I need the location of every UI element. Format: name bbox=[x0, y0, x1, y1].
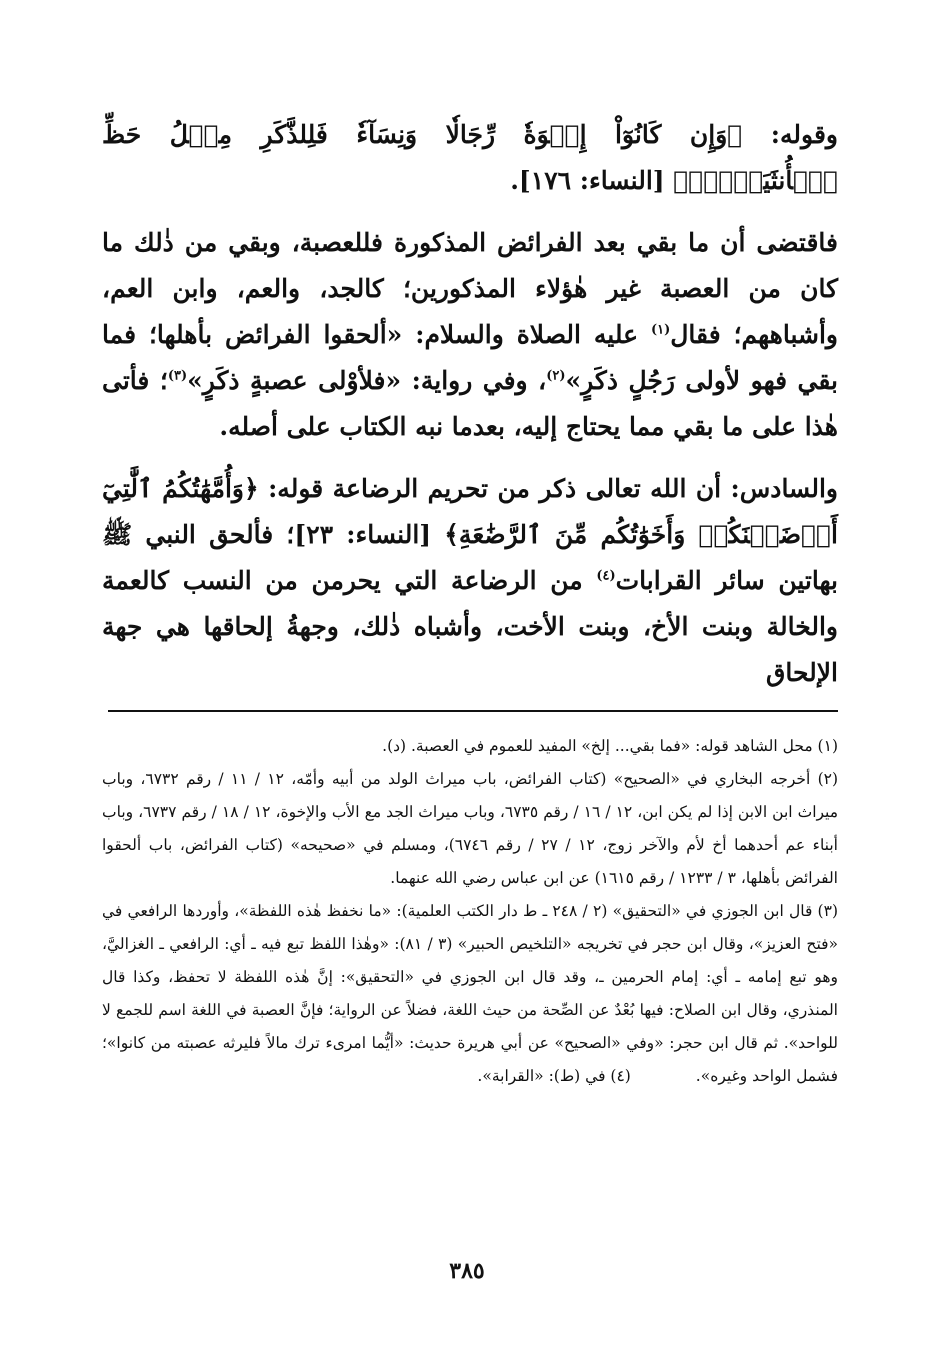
paragraph-text: عليه الصلاة والسلام: «ألحقوا الفرائض بأهلها؛ فما بقي فهو لأولى رَجُلٍ ذكَرٍ» bbox=[102, 320, 838, 395]
paragraph-inheritance bbox=[102, 220, 838, 450]
footnote-divider bbox=[108, 710, 838, 712]
footnote-text: (١) محل الشاهد قوله: «فما بقي... إلخ» المفيد للعموم في العصبة. (د). bbox=[382, 737, 838, 755]
paragraph-text: وقوله: ﴿وَإِن كَانُوٓاْ إِخۡوَةٗ رِّجَالٗا وَنِسَآءٗ فَلِلذَّكَرِ مِثۡلُ حَظِّ ٱلۡأُنثَيَيۡنِۗ﴾ [النساء: ١٧٦]. bbox=[102, 120, 838, 195]
footnote-1 bbox=[102, 730, 838, 763]
footnote-2 bbox=[102, 763, 838, 895]
paragraph-text: والسادس: أن الله تعالى ذكر من تحريم الرضاعة قوله: ﴿وَأُمَّهَٰتُكُمُ ٱلَّٰتِيٓ أَرۡضَعۡنَكُمۡ وَأَخَوَٰتُكُم مِّنَ ٱلرَّضَٰعَةِ﴾ [النساء: ٢٣]؛ فألحق النبي ﷺ بهاتين سائر القرابات bbox=[102, 474, 838, 595]
footnote-text: (٣) قال ابن الجوزي في «التحقيق» (٢ / ٢٤٨ ـ ط دار الكتب العلمية): «ما نخفظ هٰذه اللفظة»، وأوردها الرافعي في «فتح العزيز»، وقال ابن حجر في تخريجه «التلخيص الحبير» (٣ / ٨١): «وهٰذا اللفظ تبع فيه ـ أي: الرافعي ـ الغزاليَّ، وهو تبع إمامه ـ أي: إمام الحرمين ـ، وقد قال ابن الجوزي في «التحقيق»: إنَّ هٰذه اللفظة لا تحفظ، وكذا قال المنذري، وقال ابن الصلاح: فيها بُعْدٌ عن الصِّحة من حيث اللغة، فضلاً عن الرواية؛ فإنَّ العصبة في اللغة اسم للجمع لا للواحد». ثم قال ابن حجر: «وفي «الصحيح» عن أبي هريرة حديث: «أيُّما امرىء ترك مالاً فليرثه عصبته من كانوا»؛ فشمل الواحد وغيره». bbox=[102, 902, 839, 1085]
footnote-3 bbox=[102, 895, 838, 1093]
paragraph-text: ، وفي رواية: «فلأوْلى عصبةٍ ذكَرٍ» bbox=[187, 366, 547, 395]
page-number: ٣٨٥ bbox=[449, 1258, 485, 1284]
footnote-ref-4[interactable]: (٤) bbox=[596, 568, 616, 584]
footnote-ref-1[interactable]: (١) bbox=[650, 322, 671, 338]
footnote-ref-2[interactable]: (٢) bbox=[546, 368, 566, 384]
paragraph-text: فاقتضى أن ما بقي بعد الفرائض المذكورة فللعصبة، وبقي من ذٰلك ما كان من العصبة غير هٰؤلاء المذكورين؛ كالجد، والعم، وابن العم، وأشباههم؛ فقال bbox=[102, 228, 838, 349]
paragraph-quran-verse bbox=[102, 112, 838, 204]
paragraph-sixth-point bbox=[102, 466, 838, 696]
footnote-ref-3[interactable]: (٣) bbox=[167, 368, 188, 384]
paragraph-text: من الرضاعة التي يحرمن من النسب كالعمة والخالة وبنت الأخ، وبنت الأخت، وأشباه ذٰلك، وجهةُ إلحاقها هي جهة الإلحاق bbox=[102, 566, 838, 687]
paragraph-text: ؛ فأتى هٰذا على ما بقي مما يحتاج إليه، بعدما نبه الكتاب على أصله. bbox=[102, 366, 838, 441]
footnote-4: (٤) في (ط): «القرابة». bbox=[477, 1067, 631, 1085]
footnote-text: (٢) أخرجه البخاري في «الصحيح» (كتاب الفرائض، باب ميراث الولد من أبيه وأمّه، ١٢ / ١١ / رقم ٦٧٣٢، وباب ميراث ابن الابن إذا لم يكن ابن، ١٢ / ١٦ / رقم ٦٧٣٥، وباب ميراث الجد مع الأب والإخوة، ١٢ / ١٨ / رقم ٦٧٣٧، وباب أبناء عم أحدهما أخ لأم والآخر زوج، ١٢ / ٢٧ / رقم ٦٧٤٦)، ومسلم في «صحيحه» (كتاب الفرائض، باب ألحقوا الفرائض بأهلها، ٣ / ١٢٣٣ / رقم ١٦١٥) عن ابن عباس رضي الله عنهما. bbox=[102, 770, 839, 887]
